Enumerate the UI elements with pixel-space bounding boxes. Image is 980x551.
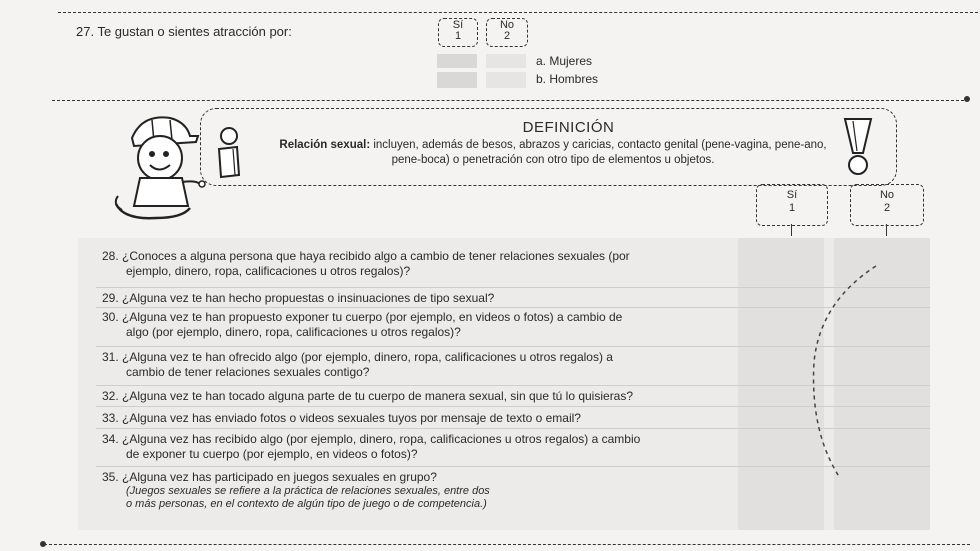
definition-body: incluyen, además de besos, abrazos y caricias, contacto genital (pene-vagina, pene-ano, pene-boca) o penetración con otro tipo de elementos u objetos. bbox=[373, 139, 827, 166]
question-28 bbox=[102, 249, 722, 279]
question-text: ¿Alguna vez te han ofrecido algo (por ejemplo, dinero, ropa, calificaciones u otros regalos) a bbox=[122, 350, 613, 364]
question-number: 35. bbox=[102, 470, 119, 484]
definition-title: DEFINICIÓN bbox=[522, 119, 615, 136]
question-text: ¿Alguna vez te han tocado alguna parte de tu cuerpo de manera sexual, sin que tú lo quisieras? bbox=[122, 389, 634, 403]
answer-yes-connector bbox=[791, 224, 792, 236]
question-text: ¿Alguna vez has participado en juegos sexuales en grupo? bbox=[122, 470, 437, 484]
answer-no-connector bbox=[886, 224, 887, 236]
question-29 bbox=[102, 291, 722, 306]
top-divider bbox=[58, 12, 978, 13]
question-33 bbox=[102, 411, 722, 426]
question-text: ¿Alguna vez has recibido algo (por ejemplo, dinero, ropa, calificaciones u otros regalos) a cambio bbox=[122, 432, 641, 446]
question-number: 33. bbox=[102, 411, 119, 425]
exclamation-icon bbox=[841, 115, 875, 177]
q27b-yes-cell[interactable] bbox=[437, 72, 477, 88]
definition-term: Relación sexual: bbox=[279, 139, 371, 151]
question-text-cont: algo (por ejemplo, dinero, ropa, calificaciones u otros regalos)? bbox=[126, 325, 461, 339]
answer-no-code: 2 bbox=[883, 202, 891, 214]
divider-end-dot bbox=[964, 96, 970, 102]
answer-yes-header bbox=[756, 184, 828, 226]
q27-yes-label: Sí bbox=[452, 19, 464, 31]
question-text: ¿Alguna vez te han hecho propuestas o insinuaciones de tipo sexual? bbox=[122, 291, 495, 305]
q27-no-code: 2 bbox=[503, 30, 511, 42]
definition-box bbox=[200, 108, 897, 186]
question-35 bbox=[102, 470, 722, 511]
question-number: 29. bbox=[102, 291, 119, 305]
q27-yes-header bbox=[438, 18, 478, 47]
question-number: 34. bbox=[102, 432, 119, 446]
decorative-arc bbox=[800, 262, 880, 482]
answer-yes-label: Sí bbox=[786, 189, 798, 201]
question-27: 27. Te gustan o sientes atracción por: bbox=[76, 24, 292, 39]
question-31 bbox=[102, 350, 722, 380]
question-number: 31. bbox=[102, 350, 119, 364]
question-number: 30. bbox=[102, 310, 119, 324]
question-note: (Juegos sexuales se refiere a la práctica de relaciones sexuales, entre dos bbox=[126, 485, 490, 497]
section-divider bbox=[52, 100, 964, 101]
answer-no-label: No bbox=[879, 189, 895, 201]
q27a-yes-cell[interactable] bbox=[437, 54, 477, 68]
q27-no-header bbox=[486, 18, 528, 47]
question-text-cont: cambio de tener relaciones sexuales contigo? bbox=[126, 365, 370, 379]
question-text-cont: ejemplo, dinero, ropa, calificaciones u otros regalos)? bbox=[126, 264, 411, 278]
q27-option-a: a. Mujeres bbox=[536, 54, 593, 68]
answer-no-header bbox=[850, 184, 924, 226]
question-number: 32. bbox=[102, 389, 119, 403]
q27-yes-code: 1 bbox=[454, 30, 462, 42]
cartoon-boy-illustration bbox=[112, 108, 212, 222]
question-text: ¿Conoces a alguna persona que haya recibido algo a cambio de tener relaciones sexuales (por bbox=[122, 249, 630, 263]
question-number: 28. bbox=[102, 249, 119, 263]
answer-yes-code: 1 bbox=[788, 202, 796, 214]
question-34 bbox=[102, 432, 722, 462]
q27-no-label: No bbox=[499, 19, 515, 31]
q27-option-b: b. Hombres bbox=[536, 72, 599, 86]
q27a-no-cell[interactable] bbox=[486, 54, 526, 68]
q27b-no-cell[interactable] bbox=[486, 72, 526, 88]
question-note: o más personas, en el contexto de algún tipo de juego o de competencia.) bbox=[126, 498, 487, 510]
bottom-divider bbox=[44, 544, 970, 545]
question-32 bbox=[102, 389, 722, 404]
definition-text bbox=[273, 138, 833, 168]
bottom-divider-dot bbox=[40, 541, 46, 547]
question-text: ¿Alguna vez te han propuesto exponer tu cuerpo (por ejemplo, en videos o fotos) a cambio de bbox=[122, 310, 623, 324]
question-text-cont: de exponer tu cuerpo (por ejemplo, en videos o fotos)? bbox=[126, 447, 418, 461]
question-text: ¿Alguna vez has enviado fotos o videos sexuales tuyos por mensaje de texto o email? bbox=[122, 411, 581, 425]
question-30 bbox=[102, 310, 722, 340]
